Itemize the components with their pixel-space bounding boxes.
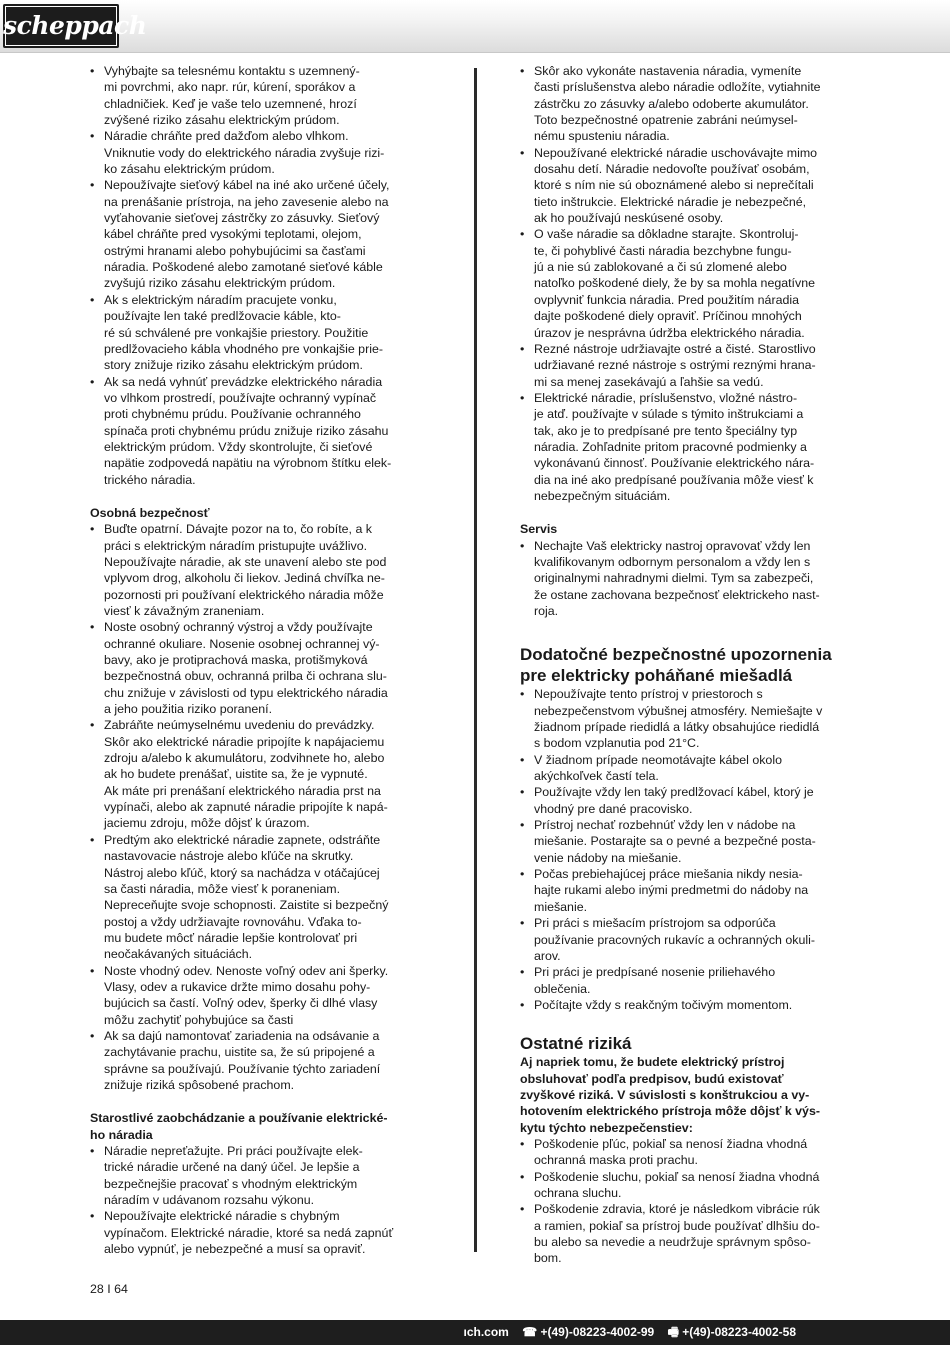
list-item: • Poškodenie sluchu, pokiaľ sa nenosí žiadna vhodná ochrana sluchu. xyxy=(520,1169,862,1202)
list-item: • V žiadnom prípade neomotávajte kábel okolo akýchkoľvek častí tela. xyxy=(520,752,862,785)
list-item: • Elektrické náradie, príslušenstvo, vložné nástro- je atď. používajte v súlade s týmito inštrukciami a tak, ako je to predpísané pre tento špeciálny typ náradia. Zohľadnite pritom pracovné podmienky a vykonávanú činnosť. Používanie elektrického nára- dia na iné ako predpísané používania môže viesť k nebezpečným situáciám. xyxy=(520,390,862,504)
list-item: • Náradie nepreťažujte. Pri práci používajte elek- trické náradie určené na daný účel. Je lepšie a bezpečnejšie pracovať s vhodným elektrickým náradím v udávanom rozsahu výkonu. xyxy=(90,1143,438,1208)
section-heading-residual-risks: Ostatné riziká xyxy=(520,1034,632,1054)
list-item: • Nepoužívajte sieťový kábel na iné ako určené účely, na prenášanie prístroja, na jeho zavesenie alebo na vyťahovanie sieťovej zástrčky zo zásuvky. Sieťový kábel chráňte pred vysokými teplotami, olejom, ostrými hranami alebo pohybujúcimi sa časťami náradia. Poškodené alebo zamotané sieťové káble zvyšujú riziko zásahu elektrickým prúdom. xyxy=(90,177,438,291)
list-item: • Nepoužívané elektrické náradie uschovávajte mimo dosahu detí. Náradie nedovoľte používať osobám, ktoré s ním nie sú oboznámené alebo si neprečítali tieto inštrukcie. Elektrické náradie je nebezpečné, ak ho používajú neskúsené osoby. xyxy=(520,145,862,227)
service-list xyxy=(520,538,862,620)
list-item: • Nepoužívajte elektrické náradie s chybným vypínačom. Elektrické náradie, ktoré sa nedá zapnúť alebo vypnúť, je nebezpečné a musí sa opraviť. xyxy=(90,1208,438,1257)
residual-risks-intro: Aj napriek tomu, že budete elektrický prístroj obsluhovať podľa predpisov, budú existovať zvyškové riziká. V súvislosti s konštrukciou a vy- hotovením elektrického prístroja môže dôjsť k výs- kytu týchto nebezpečenstiev: xyxy=(520,1055,820,1135)
list-item: • Buďte opatrní. Dávajte pozor na to, čo robíte, a k práci s elektrickým náradím pristupujte uvážlivo. Nepoužívajte náradie, ak ste unavení alebo ste pod vplyvom drog, alkoholu či liekov. Jediná chvíľka ne- pozornosti pri používaní elektrického náradia môže viesť k závažným zraneniam. xyxy=(90,521,438,619)
list-item: • Ak s elektrickým náradím pracujete vonku, používajte len také predlžovacie káble, kto- ré sú schválené pre vonkajšie priestory. Použitie predlžovacieho kábla vhodného pre vonkajšie prie- story znižuje riziko zásahu elektrickým prúdom. xyxy=(90,292,438,374)
residual-risks-list xyxy=(520,1136,862,1267)
section-heading-mixer-safety: Dodatočné bezpečnostné upozornenia pre elektricky poháňané miešadlá xyxy=(520,645,832,686)
page-header xyxy=(0,0,950,53)
footer-url: ıch.com xyxy=(463,1325,509,1339)
list-item: • Zabráňte neúmyselnému uvedeniu do prevádzky. Skôr ako elektrické náradie pripojíte k napájaciemu zdroju a/alebo k akumulátoru, zodvihnete ho, alebo ak ho budete prenášať, uistite sa, že je vypnuté. Ak máte pri prenášaní elektrického náradia prst na vypínači, alebo ak zapnuté náradie pripojíte k napá- jaciemu zdroju, môže dôjsť k úrazom. xyxy=(90,717,438,831)
right-column xyxy=(520,63,862,1267)
list-item: • Nechajte Vaš elektricky nastroj opravovať vždy len kvalifikovanym odbornym personalom a vždy len s originalnymi nahradnymi dielmi. Tym sa zabezpeči, že ostane zachovana bezpečnosť elektrickeho nast- roja. xyxy=(520,538,862,620)
page-footer xyxy=(0,1320,950,1345)
list-item: • Poškodenie zdravia, ktoré je následkom vibrácie rúk a ramien, pokiaľ sa prístroj bude používať dlhšiu do- bu alebo sa nevedie a neudržuje správnym spôso- bom. xyxy=(520,1201,862,1266)
column-divider xyxy=(474,68,477,1252)
list-item: • Nepoužívajte tento prístroj v priestoroch s nebezpečenstvom výbušnej atmosféry. Nemiešajte v žiadnom prípade riedidlá a látky obsahujúce riedidlá s bodom vzplanutia pod 21°C. xyxy=(520,686,862,751)
section-heading-service: Servis xyxy=(520,522,558,537)
page-number: 28 I 64 xyxy=(90,1282,128,1296)
list-item: • Prístroj nechať rozbehnúť vždy len v nádobe na miešanie. Postarajte sa o pevné a bezpečné posta- venie nádoby na miešanie. xyxy=(520,817,862,866)
list-item: • Počítajte vždy s reakčným točivým momentom. xyxy=(520,997,862,1013)
list-item: • Noste vhodný odev. Nenoste voľný odev ani šperky. Vlasy, odev a rukavice držte mimo dosahu pohy- bujúcich sa častí. Voľný odev, šperky či dlhé vlasy môžu zachytiť pohybujúce sa časti xyxy=(90,963,438,1028)
list-item: • Noste osobný ochranný výstroj a vždy používajte ochranné okuliare. Nosenie osobnej ochrannej vý- bavy, ako je protiprachová maska, protišmyková bezpečnostná obuv, ochranná prilba či ochrana slu- chu znižuje v závislosti od typu elektrického náradia a jeho použitia riziko poranení. xyxy=(90,619,438,717)
brand-logo: scheppach xyxy=(3,4,119,48)
left-column xyxy=(90,63,438,1257)
list-item: • Pri práci je predpísané nosenie priliehavého oblečenia. xyxy=(520,964,862,997)
list-item: • Skôr ako vykonáte nastavenia náradia, vymeníte časti príslušenstva alebo náradie odložíte, vytiahnite zástrčku zo zásuvky a/alebo odoberte akumulátor. Toto bezpečnostné opatrenie zabráni neúmysel- nému spusteniu náradia. xyxy=(520,63,862,145)
electrical-safety-list xyxy=(90,63,438,488)
list-item: • Náradie chráňte pred dažďom alebo vlhkom. Vniknutie vody do elektrického náradia zvyšuje rizi- ko zásahu elektrickým prúdom. xyxy=(90,128,438,177)
list-item: • O vaše náradie sa dôkladne starajte. Skontroluj- te, či pohyblivé časti náradia bezchybne fungu- jú a nie sú zablokované a či sú zlomené alebo natoľko poškodené diely, že by sa mohla negatívne ovplyvniť funkcia náradia. Pred použitím náradia dajte poškodené diely opraviť. Príčinou mnohých úrazov je nesprávna údržba elektrického náradia. xyxy=(520,226,862,340)
personal-safety-list xyxy=(90,521,438,1093)
list-item: • Pri práci s miešacím prístrojom sa odporúča používanie pracovných rukavíc a ochranných okuli- arov. xyxy=(520,915,862,964)
footer-contact xyxy=(464,1320,797,1345)
mixer-safety-list xyxy=(520,686,862,1013)
list-item: • Ak sa nedá vyhnúť prevádzke elektrického náradia vo vlhkom prostredí, používajte ochranný vypínač proti chybnému prúdu. Používanie ochranného spínača proti chybnému prúdu znižuje riziko zásahu elektrickým prúdom. Vždy skontrolujte, či sieťové napätie zodpovedá napätiu na výrobnom štítku elek- trického náradia. xyxy=(90,374,438,488)
list-item: • Predtým ako elektrické náradie zapnete, odstráňte nastavovacie nástroje alebo kľúče na skrutky. Nástroj alebo kľúč, ktorý sa nachádza v otáčajúcej sa časti náradia, môže viesť k poraneniam. Nepreceňujte svoje schopnosti. Zaistite si bezpečný postoj a vždy udržiavajte rovnováhu. Vďaka to- mu budete môcť náradie lepšie kontrolovať pri neočakávaných situáciách. xyxy=(90,832,438,963)
footer-phone: ☎ +(49)-08223-4002-99 xyxy=(522,1325,655,1339)
list-item: • Ak sa dajú namontovať zariadenia na odsávanie a zachytávanie prachu, uistite sa, že sú pripojené a správne sa používajú. Používanie týchto zariadení znižuje riziká spôsobené prachom. xyxy=(90,1028,438,1093)
list-item: • Používajte vždy len taký predlžovací kábel, ktorý je vhodný pre dané pracovisko. xyxy=(520,784,862,817)
tool-care-list xyxy=(520,63,862,504)
tool-handling-list xyxy=(90,1143,438,1257)
section-heading-tool-handling: Starostlivé zaobchádzanie a používanie elektrické- ho náradia xyxy=(90,1111,388,1142)
list-item: • Vyhýbajte sa telesnému kontaktu s uzemnený- mi povrchmi, ako napr. rúr, kúrení, sporákov a chladničiek. Keď je vaše telo uzemnené, hrozí zvýšené riziko zásahu elektrickým prúdom. xyxy=(90,63,438,128)
list-item: • Rezné nástroje udržiavajte ostré a čisté. Starostlivo udržiavané rezné nástroje s ostrými reznými hrana- mi sa menej zasekávajú a ľahšie sa vedú. xyxy=(520,341,862,390)
list-item: • Poškodenie pľúc, pokiaľ sa nenosí žiadna vhodná ochranná maska proti prachu. xyxy=(520,1136,862,1169)
section-heading-personal-safety: Osobná bezpečnosť xyxy=(90,505,210,520)
footer-fax: 🖷 +(49)-08223-4002-58 xyxy=(667,1325,796,1339)
list-item: • Počas prebiehajúcej práce miešania nikdy nesia- hajte rukami alebo inými predmetmi do nádoby na miešanie. xyxy=(520,866,862,915)
